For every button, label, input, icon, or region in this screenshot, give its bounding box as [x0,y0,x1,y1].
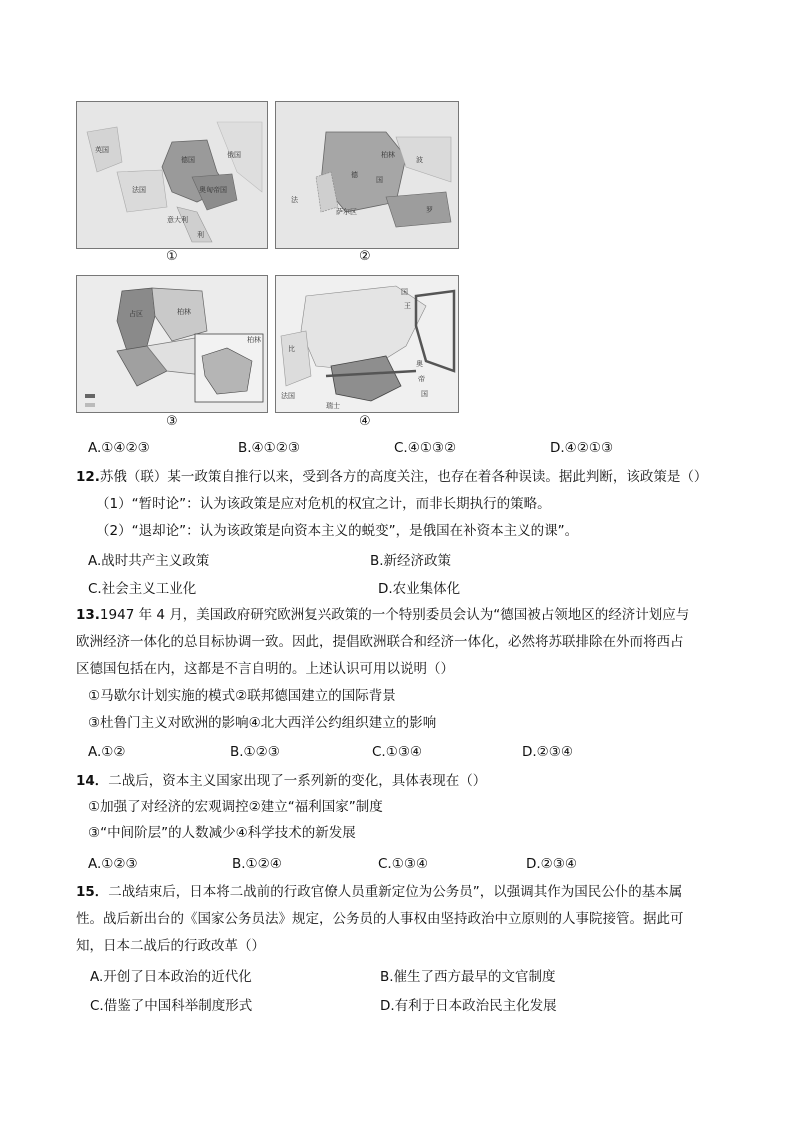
q13-stem-line1 [76,602,689,629]
q15-option-a: A.开创了日本政治的近代化 [90,969,252,985]
map1-label-2: 俄国 [227,151,241,159]
q14-option-d: D.②③④ [526,856,577,872]
map4-label-6: 法国 [281,392,295,400]
q13-stem1: 1947 年 4 月，美国政府研究欧洲复兴政策的一个特别委员会认为“德国被占领地区的经济计划应与 [99,607,690,623]
q15-stem-line1 [76,879,682,906]
map4-label-4: 国 [421,390,428,398]
q13-number: 13. [76,607,100,623]
map-number-2: ② [359,249,371,264]
q14-item-1: ①加强了对经济的宏观调控②建立“福利国家”制度 [88,799,383,815]
q15-option-b: B.催生了西方最早的文官制度 [380,969,556,985]
q12-option-a: A.战时共产主义政策 [88,553,210,569]
q12-line2: （2）“退却论”：认为该政策是向资本主义的蜕变”，是俄国在补资本主义的课”。 [96,523,579,539]
q14-number: 14． [76,773,109,789]
q12-line1: （1）“暂时论”：认为该政策是应对危机的权宜之计，而非长期执行的策略。 [96,496,551,512]
q13-stem-line3: 区德国包括在内，这都是不言自明的。上述认识可用以说明（） [76,661,454,677]
map1-label-5: 意大利 [167,216,188,224]
q15-option-d: D.有利于日本政治民主化发展 [380,998,557,1014]
q11-option-c: C.④①③② [394,440,457,456]
map2-label-2: 法 [291,196,298,204]
q13-option-c: C.①③④ [372,744,423,760]
map1-label-4: 奥匈帝国 [199,186,227,194]
map1-label-6: 利 [197,231,204,239]
map-2 [275,101,459,249]
map4-label-3: 帝 [418,375,425,383]
map4-label-5: 比 [288,345,295,353]
map3-label-0: 柏林 [177,308,191,316]
map2-label-4: 罗 [426,206,433,214]
q12-option-b: B.新经济政策 [370,553,452,569]
map2-label-5: 萨尔区 [336,208,357,216]
q12-stem [76,464,707,491]
map2-label-6: 国 [376,176,383,184]
map-number-1: ① [166,249,178,264]
map-number-4: ④ [359,414,371,429]
map1-label-3: 法国 [132,186,146,194]
map1-label-1: 德国 [181,156,195,164]
map-1 [76,101,268,249]
q13-option-a: A.①② [88,744,126,760]
q14-stem [76,768,486,795]
map4-label-0: 王 [404,302,411,310]
q11-option-a: A.①④②③ [88,440,150,456]
q14-option-b: B.①②④ [232,856,282,872]
map2-label-0: 柏林 [381,151,395,159]
q13-option-b: B.①②③ [230,744,280,760]
q14-option-a: A.①②③ [88,856,138,872]
map2-label-1: 德 [351,171,358,179]
q14-stem-text: 二战后，资本主义国家出现了一系列新的变化，具体表现在（） [108,773,487,789]
q12-stem-text: 苏俄（联）某一政策自推行以来，受到各方的高度关注，也存在着各种误读。据此判断，该政策是（） [99,469,708,485]
map2-label-3: 波 [416,156,423,164]
q15-stem-line2: 性。战后新出台的《国家公务员法》规定，公务员的人事权由坚持政治中立原则的人事院接管。据此可 [76,911,684,927]
map4-label-1: 国 [401,288,408,296]
q13-stem-line2: 欧洲经济一体化的总目标协调一致。因此，提倡欧洲联合和经济一体化，必然将苏联排除在外而将西占 [76,634,684,650]
q15-stem1: 二战结束后，日本将二战前的行政官僚人员重新定位为公务员”，以强调其作为国民公仆的基本属 [108,884,683,900]
map4-label-7: 瑞士 [326,402,340,410]
q12-number: 12. [76,469,100,485]
q12-option-d: D.农业集体化 [378,581,461,597]
map-4 [275,275,459,413]
map1-label-0: 英国 [95,146,109,154]
q13-option-d: D.②③④ [522,744,573,760]
map-3 [76,275,268,413]
map3-label-1: 柏林 [247,336,261,344]
q14-item-2: ③“中间阶层”的人数减少④科学技术的新发展 [88,825,356,841]
q15-option-c: C.借鉴了中国科举制度形式 [90,998,253,1014]
q13-item-1: ①马歇尔计划实施的模式②联邦德国建立的国际背景 [88,688,396,704]
q11-option-b: B.④①②③ [238,440,300,456]
q12-option-c: C.社会主义工业化 [88,581,197,597]
map3-label-2: 占区 [129,310,143,318]
map-number-3: ③ [166,414,178,429]
map4-label-2: 奥 [416,360,423,368]
q13-item-2: ③杜鲁门主义对欧洲的影响④北大西洋公约组织建立的影响 [88,715,437,731]
q11-option-d: D.④②①③ [550,440,614,456]
q14-option-c: C.①③④ [378,856,429,872]
q15-stem-line3: 知，日本二战后的行政改革（） [76,938,265,954]
q15-number: 15． [76,884,109,900]
